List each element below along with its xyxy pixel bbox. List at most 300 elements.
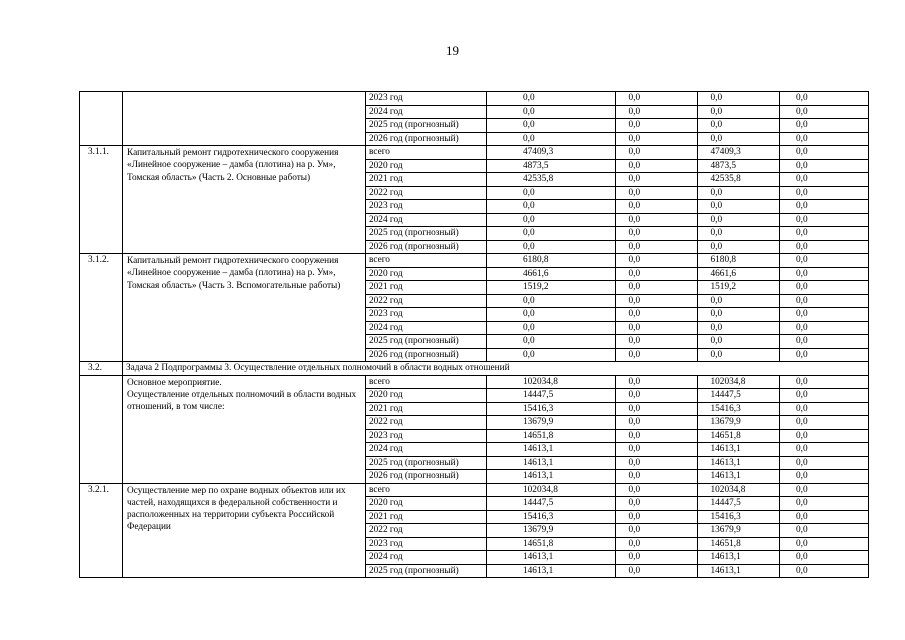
total-cell bbox=[487, 254, 616, 268]
value-text: 0,0 bbox=[796, 390, 808, 400]
period-cell: всего bbox=[366, 254, 487, 268]
value-text: 0,0 bbox=[796, 160, 808, 171]
value-text: 0,0 bbox=[796, 255, 808, 265]
total-cell bbox=[487, 119, 616, 133]
value-text: 0,0 bbox=[628, 214, 641, 225]
total-cell bbox=[487, 200, 616, 214]
federal-cell bbox=[616, 308, 698, 322]
local-cell bbox=[780, 294, 869, 308]
local-cell bbox=[780, 92, 869, 106]
value-text: 0,0 bbox=[796, 268, 808, 279]
federal-cell bbox=[616, 119, 698, 133]
regional-cell bbox=[698, 335, 780, 349]
federal-cell bbox=[616, 200, 698, 214]
period-cell: 2020 год bbox=[366, 497, 487, 511]
value-text: 14447,5 bbox=[710, 390, 741, 400]
page-number: 19 bbox=[446, 43, 459, 58]
value-text: 0,0 bbox=[796, 511, 808, 522]
value-text: 14447,5 bbox=[523, 390, 554, 400]
total-cell bbox=[487, 213, 616, 227]
local-cell bbox=[780, 132, 869, 146]
period-cell: 2022 год bbox=[366, 416, 487, 430]
period-cell: 2021 год bbox=[366, 173, 487, 187]
federal-cell bbox=[616, 186, 698, 200]
value-text: 0,0 bbox=[796, 417, 808, 427]
local-cell bbox=[780, 105, 869, 119]
value-text: 0,0 bbox=[628, 484, 641, 495]
value-text: 14613,1 bbox=[710, 565, 741, 576]
period-cell: 2025 год (прогнозный) bbox=[366, 119, 487, 133]
total-cell bbox=[487, 227, 616, 241]
value-text: 14613,1 bbox=[710, 471, 741, 481]
value-text: 0,0 bbox=[628, 174, 641, 184]
federal-cell bbox=[616, 510, 698, 524]
task-title: Задача 2 Подпрограммы 3. Осуществление отдельных полномочий в области водных отношений bbox=[123, 362, 869, 376]
value-text: 14651,8 bbox=[523, 538, 554, 549]
total-cell bbox=[487, 443, 616, 457]
value-text: 14613,1 bbox=[710, 552, 741, 562]
local-cell bbox=[780, 375, 869, 389]
federal-cell bbox=[616, 551, 698, 565]
section-number: 3.1.1. bbox=[80, 146, 123, 254]
value-text: 0,0 bbox=[523, 336, 535, 346]
period-cell: 2023 год bbox=[366, 200, 487, 214]
regional-cell bbox=[698, 213, 780, 227]
local-cell bbox=[780, 483, 869, 497]
value-text: 0,0 bbox=[796, 295, 808, 306]
regional-cell bbox=[698, 159, 780, 173]
value-text: 0,0 bbox=[628, 471, 641, 481]
value-text: 0,0 bbox=[628, 444, 641, 454]
value-text: 47409,3 bbox=[523, 147, 554, 157]
federal-cell bbox=[616, 321, 698, 335]
period-cell: 2022 год bbox=[366, 186, 487, 200]
period-cell: 2023 год bbox=[366, 308, 487, 322]
total-cell bbox=[487, 429, 616, 443]
value-text: 13679,9 bbox=[710, 525, 741, 535]
value-text: 0,0 bbox=[628, 417, 641, 427]
section-number bbox=[80, 92, 123, 146]
local-cell bbox=[780, 429, 869, 443]
value-text: 47409,3 bbox=[710, 147, 741, 157]
task-row bbox=[80, 362, 869, 376]
budget-table bbox=[79, 91, 869, 578]
value-text: 14651,8 bbox=[710, 538, 741, 549]
total-cell bbox=[487, 564, 616, 578]
federal-cell bbox=[616, 524, 698, 538]
regional-cell bbox=[698, 200, 780, 214]
value-text: 6180,8 bbox=[523, 255, 549, 265]
value-text: 0,0 bbox=[710, 133, 723, 144]
period-cell: 2024 год bbox=[366, 213, 487, 227]
period-cell: 2023 год bbox=[366, 92, 487, 106]
value-text: 0,0 bbox=[628, 295, 641, 306]
federal-cell bbox=[616, 213, 698, 227]
value-text: 0,0 bbox=[710, 309, 723, 319]
total-cell bbox=[487, 456, 616, 470]
section-description: Основное мероприятие. Осуществление отдельных полномочий в области водных отношений, в том числе: bbox=[123, 375, 366, 483]
value-text: 0,0 bbox=[628, 133, 641, 144]
value-text: 13679,9 bbox=[523, 525, 554, 535]
value-text: 0,0 bbox=[796, 174, 808, 184]
value-text: 14447,5 bbox=[710, 498, 741, 508]
regional-cell bbox=[698, 497, 780, 511]
regional-cell bbox=[698, 240, 780, 254]
local-cell bbox=[780, 308, 869, 322]
value-text: 0,0 bbox=[796, 525, 808, 535]
period-cell: 2021 год bbox=[366, 510, 487, 524]
federal-cell bbox=[616, 402, 698, 416]
value-text: 14613,1 bbox=[523, 565, 554, 576]
regional-cell bbox=[698, 416, 780, 430]
value-text: 0,0 bbox=[796, 430, 808, 441]
value-text: 0,0 bbox=[710, 336, 723, 346]
federal-cell bbox=[616, 429, 698, 443]
regional-cell bbox=[698, 375, 780, 389]
value-text: 4873,5 bbox=[710, 160, 737, 171]
section-number: 3.1.2. bbox=[80, 254, 123, 362]
value-text: 0,0 bbox=[628, 565, 641, 576]
value-text: 0,0 bbox=[523, 106, 535, 117]
value-text: 0,0 bbox=[628, 430, 641, 441]
value-text: 0,0 bbox=[710, 93, 723, 103]
federal-cell bbox=[616, 483, 698, 497]
value-text: 0,0 bbox=[796, 241, 808, 252]
regional-cell bbox=[698, 186, 780, 200]
federal-cell bbox=[616, 173, 698, 187]
value-text: 0,0 bbox=[796, 457, 808, 468]
period-cell: 2020 год bbox=[366, 267, 487, 281]
table-row bbox=[80, 375, 869, 389]
regional-cell bbox=[698, 456, 780, 470]
value-text: 15416,3 bbox=[523, 511, 554, 522]
local-cell bbox=[780, 456, 869, 470]
value-text: 0,0 bbox=[628, 525, 641, 535]
total-cell bbox=[487, 524, 616, 538]
value-text: 14613,1 bbox=[523, 471, 554, 481]
value-text: 0,0 bbox=[523, 201, 535, 211]
regional-cell bbox=[698, 483, 780, 497]
period-cell: 2025 год (прогнозный) bbox=[366, 564, 487, 578]
value-text: 102034,8 bbox=[523, 376, 558, 387]
local-cell bbox=[780, 402, 869, 416]
regional-cell bbox=[698, 470, 780, 484]
total-cell bbox=[487, 497, 616, 511]
local-cell bbox=[780, 470, 869, 484]
section-number: 3.2. bbox=[80, 362, 123, 376]
regional-cell bbox=[698, 402, 780, 416]
local-cell bbox=[780, 321, 869, 335]
local-cell bbox=[780, 254, 869, 268]
value-text: 0,0 bbox=[628, 241, 641, 252]
total-cell bbox=[487, 551, 616, 565]
total-cell bbox=[487, 159, 616, 173]
regional-cell bbox=[698, 443, 780, 457]
federal-cell bbox=[616, 348, 698, 362]
period-cell: 2021 год bbox=[366, 281, 487, 295]
local-cell bbox=[780, 335, 869, 349]
section-description: Капитальный ремонт гидротехнического сооружения «Линейное сооружение – дамба (плотина) на р. Ум», Томская область» (Часть 3. Вспомогательные работы) bbox=[123, 254, 366, 362]
total-cell bbox=[487, 335, 616, 349]
value-text: 102034,8 bbox=[523, 484, 558, 495]
regional-cell bbox=[698, 564, 780, 578]
value-text: 14447,5 bbox=[523, 498, 554, 508]
value-text: 0,0 bbox=[628, 376, 641, 387]
total-cell bbox=[487, 389, 616, 403]
section-number bbox=[80, 375, 123, 483]
value-text: 14613,1 bbox=[523, 552, 554, 562]
period-cell: 2022 год bbox=[366, 294, 487, 308]
value-text: 0,0 bbox=[523, 214, 535, 225]
regional-cell bbox=[698, 267, 780, 281]
value-text: 0,0 bbox=[628, 120, 641, 130]
value-text: 0,0 bbox=[796, 201, 808, 211]
value-text: 15416,3 bbox=[710, 511, 741, 522]
regional-cell bbox=[698, 537, 780, 551]
federal-cell bbox=[616, 159, 698, 173]
period-cell: 2020 год bbox=[366, 389, 487, 403]
regional-cell bbox=[698, 173, 780, 187]
total-cell bbox=[487, 402, 616, 416]
period-cell: 2024 год bbox=[366, 321, 487, 335]
value-text: 0,0 bbox=[628, 255, 641, 265]
federal-cell bbox=[616, 564, 698, 578]
value-text: 0,0 bbox=[628, 511, 641, 522]
value-text: 0,0 bbox=[628, 187, 641, 198]
total-cell bbox=[487, 416, 616, 430]
value-text: 0,0 bbox=[628, 93, 641, 103]
value-text: 0,0 bbox=[796, 498, 808, 508]
federal-cell bbox=[616, 470, 698, 484]
table-row bbox=[80, 254, 869, 268]
value-text: 0,0 bbox=[628, 282, 641, 292]
local-cell bbox=[780, 443, 869, 457]
local-cell bbox=[780, 267, 869, 281]
value-text: 0,0 bbox=[710, 349, 723, 360]
federal-cell bbox=[616, 294, 698, 308]
federal-cell bbox=[616, 254, 698, 268]
federal-cell bbox=[616, 497, 698, 511]
local-cell bbox=[780, 416, 869, 430]
federal-cell bbox=[616, 416, 698, 430]
value-text: 0,0 bbox=[796, 187, 808, 198]
local-cell bbox=[780, 186, 869, 200]
total-cell bbox=[487, 240, 616, 254]
table-row bbox=[80, 146, 869, 160]
value-text: 0,0 bbox=[796, 376, 808, 387]
table-row bbox=[80, 92, 869, 106]
total-cell bbox=[487, 132, 616, 146]
local-cell bbox=[780, 146, 869, 160]
local-cell bbox=[780, 281, 869, 295]
local-cell bbox=[780, 389, 869, 403]
value-text: 1519,2 bbox=[710, 282, 737, 292]
period-cell: 2024 год bbox=[366, 551, 487, 565]
value-text: 14613,1 bbox=[710, 444, 741, 454]
regional-cell bbox=[698, 281, 780, 295]
value-text: 0,0 bbox=[796, 552, 808, 562]
period-cell: 2023 год bbox=[366, 537, 487, 551]
period-cell: 2025 год (прогнозный) bbox=[366, 456, 487, 470]
period-cell: 2026 год (прогнозный) bbox=[366, 132, 487, 146]
value-text: 0,0 bbox=[628, 349, 641, 360]
value-text: 4661,6 bbox=[523, 268, 549, 279]
regional-cell bbox=[698, 524, 780, 538]
federal-cell bbox=[616, 132, 698, 146]
period-cell: 2022 год bbox=[366, 524, 487, 538]
value-text: 4873,5 bbox=[523, 160, 549, 171]
value-text: 0,0 bbox=[523, 120, 535, 130]
regional-cell bbox=[698, 321, 780, 335]
section-number: 3.2.1. bbox=[80, 483, 123, 578]
period-cell: всего bbox=[366, 375, 487, 389]
value-text: 13679,9 bbox=[710, 417, 741, 427]
total-cell bbox=[487, 294, 616, 308]
value-text: 14613,1 bbox=[710, 457, 741, 468]
value-text: 0,0 bbox=[710, 214, 723, 225]
period-cell: всего bbox=[366, 146, 487, 160]
local-cell bbox=[780, 551, 869, 565]
federal-cell bbox=[616, 281, 698, 295]
regional-cell bbox=[698, 294, 780, 308]
value-text: 14651,8 bbox=[710, 430, 741, 441]
local-cell bbox=[780, 497, 869, 511]
local-cell bbox=[780, 173, 869, 187]
period-cell: 2026 год (прогнозный) bbox=[366, 240, 487, 254]
value-text: 0,0 bbox=[628, 147, 641, 157]
value-text: 0,0 bbox=[796, 444, 808, 454]
value-text: 0,0 bbox=[628, 403, 641, 414]
local-cell bbox=[780, 510, 869, 524]
value-text: 0,0 bbox=[628, 457, 641, 468]
total-cell bbox=[487, 348, 616, 362]
federal-cell bbox=[616, 146, 698, 160]
value-text: 0,0 bbox=[523, 295, 535, 306]
value-text: 0,0 bbox=[710, 295, 723, 306]
value-text: 0,0 bbox=[796, 309, 808, 319]
total-cell bbox=[487, 308, 616, 322]
total-cell bbox=[487, 105, 616, 119]
period-cell: 2024 год bbox=[366, 105, 487, 119]
federal-cell bbox=[616, 537, 698, 551]
total-cell bbox=[487, 267, 616, 281]
section-description: Капитальный ремонт гидротехнического сооружения «Линейное сооружение – дамба (плотина) на р. Ум», Томская область» (Часть 2. Основные работы) bbox=[123, 146, 366, 254]
total-cell bbox=[487, 375, 616, 389]
period-cell: 2024 год bbox=[366, 443, 487, 457]
local-cell bbox=[780, 213, 869, 227]
value-text: 0,0 bbox=[628, 552, 641, 562]
period-cell: 2025 год (прогнозный) bbox=[366, 227, 487, 241]
value-text: 0,0 bbox=[628, 228, 641, 238]
value-text: 0,0 bbox=[628, 160, 641, 171]
total-cell bbox=[487, 321, 616, 335]
regional-cell bbox=[698, 105, 780, 119]
period-cell: 2025 год (прогнозный) bbox=[366, 335, 487, 349]
regional-cell bbox=[698, 429, 780, 443]
total-cell bbox=[487, 186, 616, 200]
regional-cell bbox=[698, 227, 780, 241]
value-text: 0,0 bbox=[628, 309, 641, 319]
value-text: 0,0 bbox=[796, 322, 808, 333]
value-text: 13679,9 bbox=[523, 417, 554, 427]
regional-cell bbox=[698, 132, 780, 146]
value-text: 15416,3 bbox=[523, 403, 554, 414]
total-cell bbox=[487, 483, 616, 497]
value-text: 0,0 bbox=[796, 93, 808, 103]
value-text: 0,0 bbox=[710, 322, 723, 333]
value-text: 0,0 bbox=[628, 201, 641, 211]
local-cell bbox=[780, 240, 869, 254]
regional-cell bbox=[698, 254, 780, 268]
federal-cell bbox=[616, 443, 698, 457]
value-text: 0,0 bbox=[796, 228, 808, 238]
period-cell: 2023 год bbox=[366, 429, 487, 443]
value-text: 0,0 bbox=[796, 336, 808, 346]
value-text: 0,0 bbox=[523, 93, 535, 103]
value-text: 0,0 bbox=[796, 349, 808, 360]
value-text: 0,0 bbox=[628, 498, 641, 508]
local-cell bbox=[780, 159, 869, 173]
local-cell bbox=[780, 348, 869, 362]
value-text: 0,0 bbox=[796, 133, 808, 144]
value-text: 0,0 bbox=[628, 538, 641, 549]
value-text: 0,0 bbox=[710, 187, 723, 198]
value-text: 102034,8 bbox=[710, 484, 746, 495]
value-text: 0,0 bbox=[523, 187, 535, 198]
value-text: 0,0 bbox=[628, 336, 641, 346]
regional-cell bbox=[698, 146, 780, 160]
regional-cell bbox=[698, 92, 780, 106]
federal-cell bbox=[616, 227, 698, 241]
regional-cell bbox=[698, 551, 780, 565]
local-cell bbox=[780, 537, 869, 551]
regional-cell bbox=[698, 510, 780, 524]
value-text: 4661,6 bbox=[710, 268, 737, 279]
value-text: 15416,3 bbox=[710, 403, 741, 414]
value-text: 1519,2 bbox=[523, 282, 549, 292]
value-text: 0,0 bbox=[710, 241, 723, 252]
federal-cell bbox=[616, 335, 698, 349]
local-cell bbox=[780, 119, 869, 133]
federal-cell bbox=[616, 92, 698, 106]
value-text: 0,0 bbox=[796, 147, 808, 157]
period-cell: 2026 год (прогнозный) bbox=[366, 348, 487, 362]
value-text: 0,0 bbox=[796, 565, 808, 576]
period-cell: 2026 год (прогнозный) bbox=[366, 470, 487, 484]
value-text: 0,0 bbox=[796, 471, 808, 481]
value-text: 0,0 bbox=[628, 390, 641, 400]
value-text: 0,0 bbox=[628, 322, 641, 333]
value-text: 0,0 bbox=[710, 201, 723, 211]
value-text: 0,0 bbox=[710, 106, 723, 117]
value-text: 0,0 bbox=[796, 538, 808, 549]
value-text: 0,0 bbox=[796, 106, 808, 117]
value-text: 0,0 bbox=[523, 133, 535, 144]
total-cell bbox=[487, 173, 616, 187]
value-text: 6180,8 bbox=[710, 255, 737, 265]
period-cell: всего bbox=[366, 483, 487, 497]
value-text: 0,0 bbox=[796, 282, 808, 292]
federal-cell bbox=[616, 267, 698, 281]
value-text: 42535,8 bbox=[523, 174, 554, 184]
value-text: 0,0 bbox=[523, 309, 535, 319]
period-cell: 2020 год bbox=[366, 159, 487, 173]
section-description: Осуществление мер по охране водных объектов или их частей, находящихся в федеральной собственности и расположенных на территории субъекта Российской Федерации bbox=[123, 483, 366, 578]
value-text: 0,0 bbox=[710, 120, 723, 130]
value-text: 0,0 bbox=[796, 120, 808, 130]
value-text: 0,0 bbox=[523, 228, 535, 238]
total-cell bbox=[487, 92, 616, 106]
